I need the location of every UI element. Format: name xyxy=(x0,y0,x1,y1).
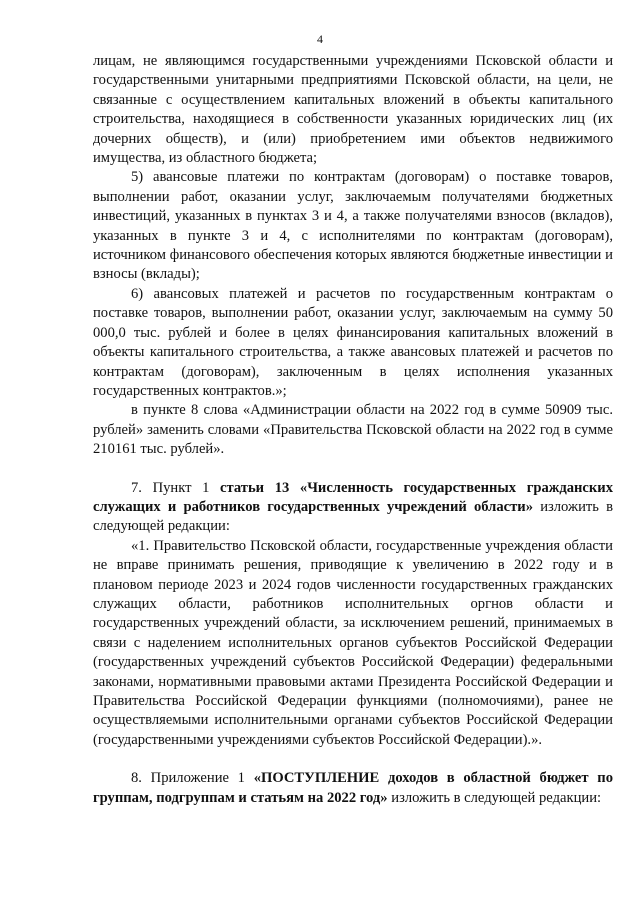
paragraph-section-8 xyxy=(93,769,613,808)
section-8-tail: изложить в следующей редакции: xyxy=(387,789,602,806)
paragraph-item-5: 5) авансовые платежи по контрактам (договорам) о поставке товаров, выполнении работ, оказании услуг, заключаемым получателями бюджетных инвестиций, указанных в пунктах 3 и 4, а также получателями взносов (вкладов), указанных в пункте 3 и 4, с исполнителями по контрактам (договорам), источником финансового обеспечения которых являются бюджетные инвестиции и взносы (вклады); xyxy=(93,169,613,283)
paragraph-item-6: 6) авансовых платежей и расчетов по государственным контрактам о поставке товаров, выполнении работ, оказании услуг, заключаемым на сумму 50 000,0 тыс. рублей и более в целях финансирования капитальных вложений в объекты капитального строительства, а также авансовых платежей и расчетов по контрактам (договорам), заключенным в целях исполнения указанных государственных контрактов.»; xyxy=(93,285,613,399)
section-7-tail: изложить в следующей редакции: xyxy=(93,498,613,535)
paragraph-section-7 xyxy=(93,479,613,537)
section-7-title: статьи 13 «Численность государственных гражданских служащих и работников государственных учреждений области» xyxy=(93,479,614,515)
paragraph-point-8: в пункте 8 слова «Администрации области на 2022 год в сумме 50909 тыс. рублей» заменить словами «Правительства Псковской области на 2022 год в сумме 210161 тыс. рублей». xyxy=(93,402,613,458)
paragraph-continuation: лицам, не являющимся государственными учреждениями Псковской области и государственными унитарными предприятиями Псковской области, на цели, не связанные с осуществлением капитальных вложений в объекты капитального строительства, находящиеся в собственности указанных юридических лиц (их дочерних обществ), и (или) приобретением ими объектов недвижимого имущества, из областного бюджета; xyxy=(93,53,613,167)
section-8-lead: 8. Приложение 1 xyxy=(131,770,254,787)
paragraph-article-13-text: «1. Правительство Псковской области, государственные учреждения области не вправе принимать решения, приводящие к увеличению в 2022 году и в плановом периоде 2023 и 2024 годов численности государственных гражданских служащих области, работников исполнительных оргнов области и государственных учреждений области, за исключением решений, принимаемых в связи с наделением исполнительных органов субъектов Российской Федерации (государственных учреждений субъектов Российской Федерации) федеральными законами, нормативными правовыми актами Президента Российской Федерации и Правительства Российской Федерации функциями (полномочиями), ранее не осуществляемыми исполнительными органами субъектов Российской Федерации (государственными учреждениями субъектов Российской Федерации).». xyxy=(93,537,613,748)
document-body xyxy=(93,52,613,808)
section-7-lead: 7. Пункт 1 xyxy=(131,479,221,496)
page-number: 4 xyxy=(317,32,323,46)
section-8-title: «ПОСТУПЛЕНИЕ доходов в областной бюджет по группам, подгруппам и статьям на 2022 год» xyxy=(93,770,613,806)
